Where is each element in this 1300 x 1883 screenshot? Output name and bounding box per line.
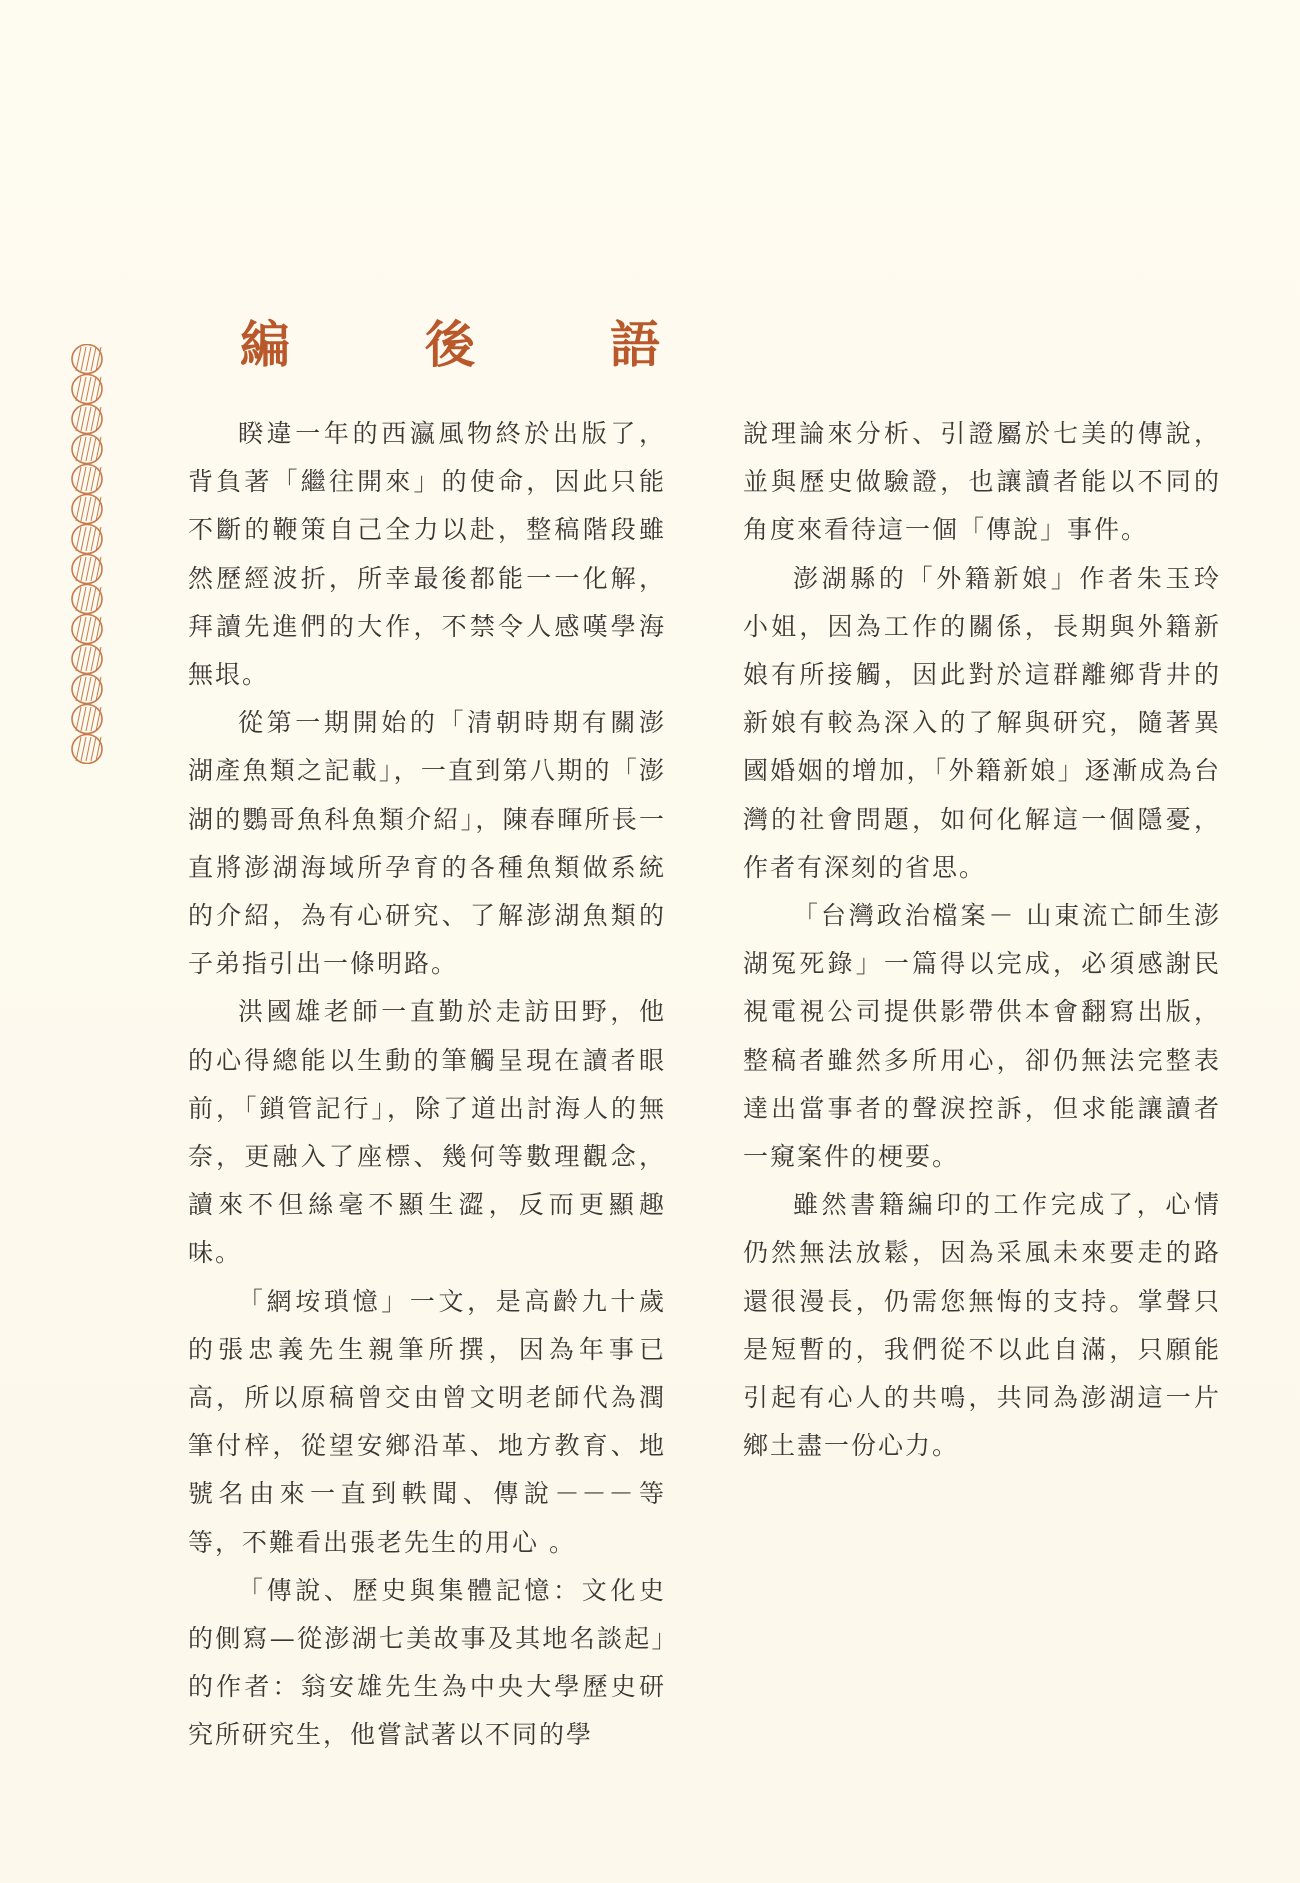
ornament-oval-icon [72,495,102,524]
ornament-oval-icon [72,555,102,584]
ornament-oval-icon [72,585,102,614]
paragraph: 睽違一年的西瀛風物終於出版了，背負著「繼往開來」的使命，因此只能不斷的鞭策自己全力以赴，整稿階段雖然歷經波折，所幸最後都能一一化解，拜讀先進們的大作，不禁令人感嘆學海無垠。 [188,419,666,690]
paragraph-continued: 說理論來分析、引證屬於七美的傳說，並與歷史做驗證，也讓讀者能以不同的角度來看待這一個「傳說」事件。 [743,419,1221,545]
ornament-oval-icon [72,705,102,734]
paragraph: 澎湖縣的「外籍新娘」作者朱玉玲小姐，因為工作的關係，長期與外籍新娘有所接觸，因此對於這群離鄉背井的新娘有較為深入的了解與研究，隨著異國婚姻的增加，「外籍新娘」逐漸成為台灣的社會問題，如何化解這一個隱憂，作者有深刻的省思。 [743,563,1221,882]
ornament-oval-icon [72,615,102,644]
title-char-3: 語 [610,315,660,374]
paragraph: 「網垵瑣憶」一文，是高齡九十歲的張忠義先生親筆所撰，因為年事已高，所以原稿曾交由曾文明老師代為潤筆付梓，從望安鄉沿革、地方教育、地號名由來一直到軼聞、傳說－－－等等，不難看出張老先生的用心 。 [188,1286,666,1557]
ornament-oval-icon [72,645,102,674]
title-char-1: 編 [240,315,290,374]
right-column [743,410,1221,1470]
left-column [188,410,666,1760]
paragraph: 從第一期開始的「清朝時期有關澎湖產魚類之記載」，一直到第八期的「澎湖的鸚哥魚科魚類介紹」，陳春暉所長一直將澎湖海域所孕育的各種魚類做系統的介紹，為有心研究、了解澎湖魚類的子弟指引出一條明路。 [188,708,666,979]
ornament-oval-icon [72,375,102,404]
ornament-oval-icon [72,525,102,554]
ornament-oval-icon [72,405,102,434]
ornament-oval-icon [72,735,102,764]
paragraph: 「傳說、歷史與集體記憶：文化史的側寫—從澎湖七美故事及其地名談起」的作者：翁安雄先生為中央大學歷史研究所研究生，他嘗試著以不同的學 [188,1575,666,1750]
ornament-oval-icon [72,465,102,494]
paragraph: 「台灣政治檔案－ 山東流亡師生澎湖冤死錄」一篇得以完成，必須感謝民視電視公司提供影帶供本會翻寫出版，整稿者雖然多所用心，卻仍無法完整表達出當事者的聲淚控訴，但求能讓讀者一窺案件的梗要。 [743,901,1221,1172]
title-char-2: 後 [425,315,475,374]
stacked-ovals-ornament-icon [70,344,104,764]
ornament-oval-icon [72,435,102,464]
page-title [240,310,660,380]
ornament-oval-icon [72,345,102,374]
paragraph: 洪國雄老師一直勤於走訪田野，他的心得總能以生動的筆觸呈現在讀者眼前，「鎖管記行」，除了道出討海人的無奈，更融入了座標、幾何等數理觀念，讀來不但絲毫不顯生澀，反而更顯趣味。 [188,997,666,1268]
ornament-oval-icon [72,675,102,704]
paragraph: 雖然書籍編印的工作完成了，心情仍然無法放鬆，因為采風未來要走的路還很漫長，仍需您無悔的支持。掌聲只是短暫的，我們從不以此自滿，只願能引起有心人的共鳴，共同為澎湖這一片鄉土盡一份心力。 [743,1190,1221,1461]
